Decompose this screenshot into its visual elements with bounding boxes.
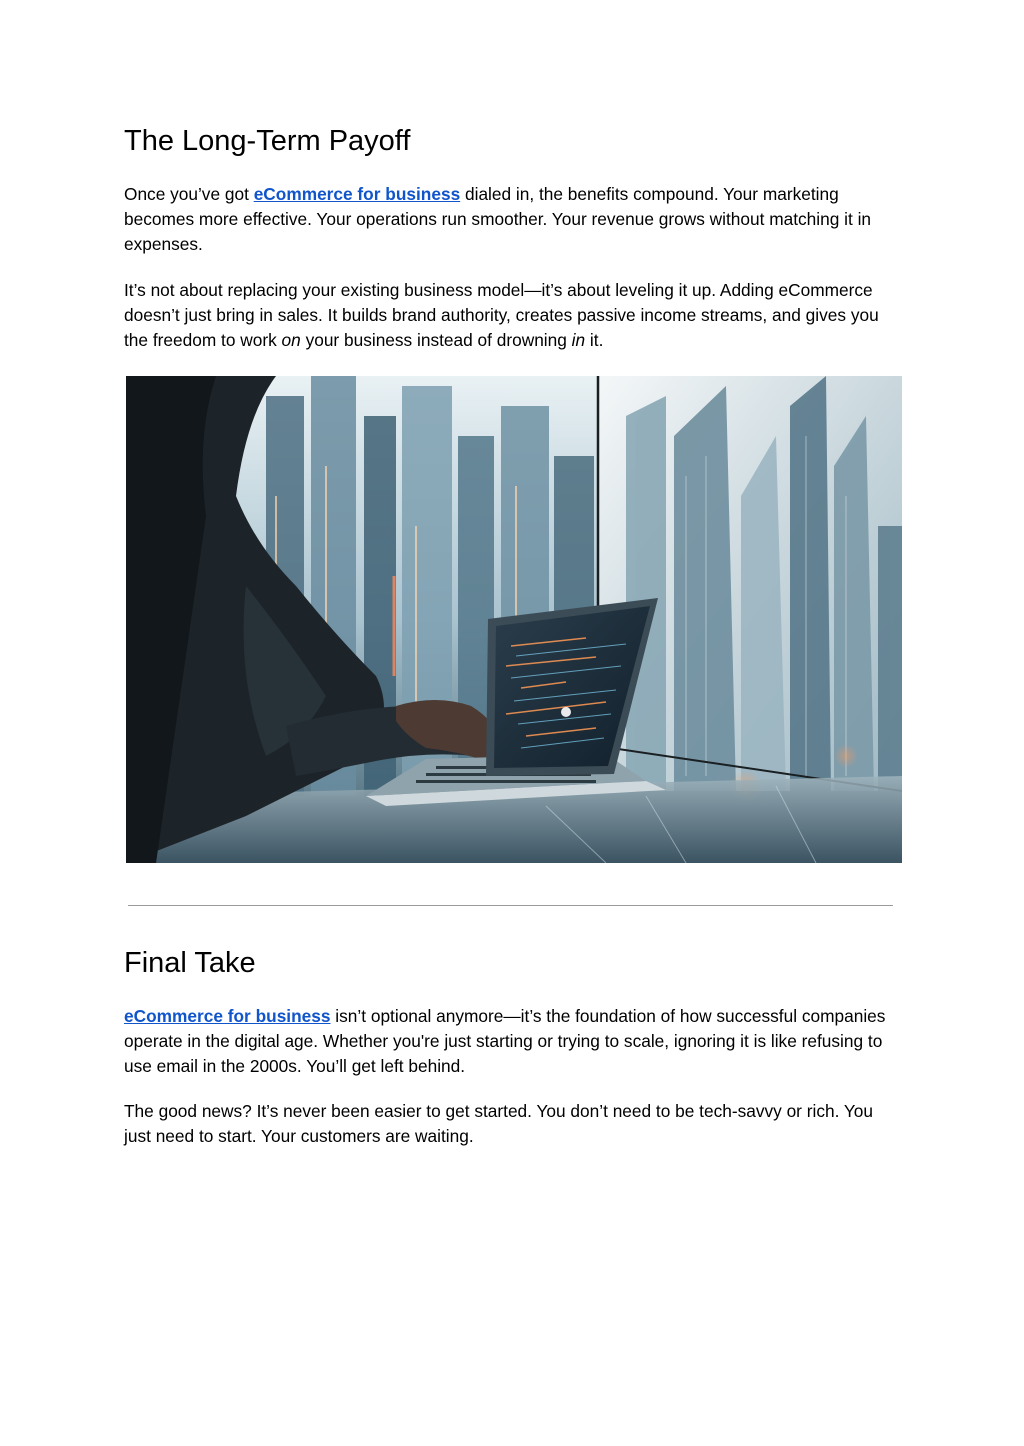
emphasis-on: on <box>281 330 301 350</box>
paragraph-final-closing: The good news? It’s never been easier to get started. You don’t need to be tech-savvy or rich. You just need to start. Your customers are waiting. <box>124 1101 874 1146</box>
paragraph-text: dialed in, the benefits compound. Your marketing becomes more effective. Your operations run smoother. Your revenue grows without matching it in expenses. <box>124 184 872 254</box>
ecommerce-link[interactable]: eCommerce for business <box>124 1006 331 1026</box>
laptop-city-photo <box>126 376 902 863</box>
paragraph-text: isn’t optional anymore—it’s the foundation of how successful companies operate in the digital age. Whether you're just starting or trying to scale, ignoring it is like refusing to use email in the 2000s. You’ll get left behind. <box>124 1006 886 1076</box>
paragraph-payoff-intro <box>124 182 894 257</box>
paragraph-text: your business instead of drowning <box>300 330 572 350</box>
section-heading-final-take: Final Take <box>124 947 256 979</box>
paragraph-final-intro <box>124 1004 894 1079</box>
paragraph-text: it. <box>585 330 604 350</box>
paragraph-payoff-details <box>124 278 894 353</box>
ecommerce-link[interactable]: eCommerce for business <box>253 184 461 204</box>
photo-illustration <box>126 376 902 863</box>
section-heading-long-term-payoff: The Long-Term Payoff <box>124 125 411 157</box>
paragraph-text: Once you’ve got <box>124 184 254 204</box>
horizontal-divider <box>128 905 893 906</box>
paragraph-text: It’s not about replacing your existing business model—it’s about leveling it up. Adding eCommerce doesn’t just bring in sales. It builds brand authority, creates passive income streams, and gives you the freedom to work <box>124 280 879 350</box>
emphasis-in: in <box>571 330 586 350</box>
